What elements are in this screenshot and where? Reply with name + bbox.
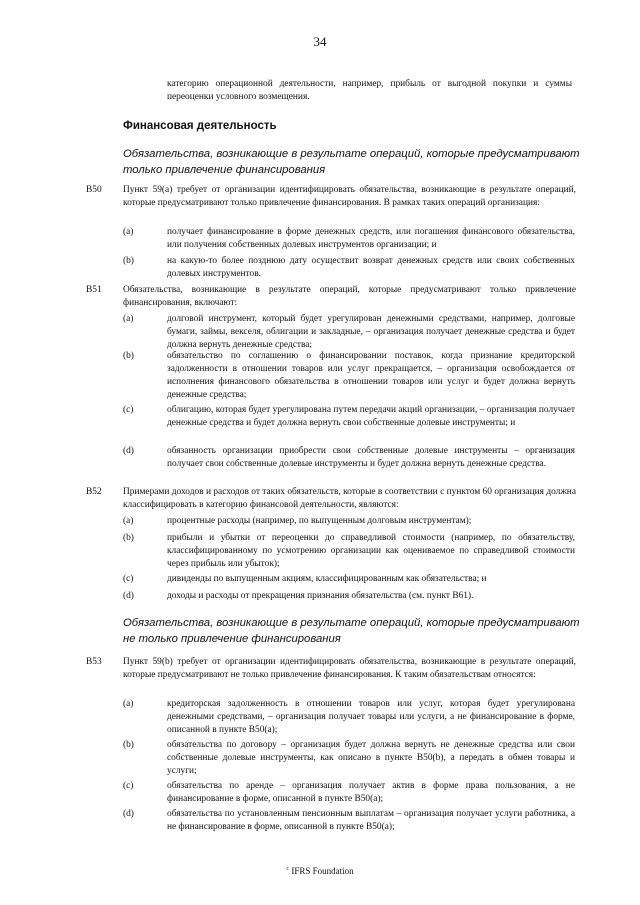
item-text: обязанность организации приобрести свои собственные долевые инструменты – организация получает свои собственные долевые инструменты и будет должна вернуть денежные средства. <box>167 446 575 469</box>
list-item <box>123 590 575 603</box>
item-text: обязательства по договору – организация будет должна вернуть не денежные средства или свои собственные долевые инструменты, как описано в пункте B50(b), а передать в обмен товары и услуги; <box>167 740 575 776</box>
list-item <box>123 350 575 402</box>
item-label: (a) <box>123 227 134 237</box>
list-item <box>123 573 575 586</box>
list-item <box>123 404 575 430</box>
list-item <box>123 255 575 281</box>
item-label: (c) <box>123 781 134 791</box>
paragraph-text: Пункт 59(b) требует от организации идентифицировать обязательства, возникающие в результате операций, которые предусматривают не только привлечение финансирования. К таким обязательствам относятся: <box>123 657 576 680</box>
paragraph-b50 <box>86 184 576 210</box>
item-text: обязательство по соглашению о финансировании поставок, когда признание кредиторской задолженности в отношении товаров или услуг прекращается, – организация освобождается от исполнения финансового обязательства в отношении товаров или услуг и будет должна вернуть денежные средства; <box>167 351 575 400</box>
paragraph-text: Обязательства, возникающие в результате операций, которые предусматривают только привлечение финансирования, включают: <box>123 285 576 308</box>
list-item <box>123 808 575 834</box>
page-number: 34 <box>313 34 327 49</box>
item-text: доходы и расходы от прекращения признания обязательства (см. пункт B61). <box>167 591 474 601</box>
section-title: Финансовая деятельность <box>123 120 277 132</box>
item-label: (a) <box>123 516 134 526</box>
list-item <box>123 532 575 571</box>
item-text: облигацию, которая будет урегулирована путем передачи акций организации, – организация получает денежные средства и будет должна вернуть свои собственные долевые инструменты; и <box>167 405 575 428</box>
continuation-text: категорию операционной деятельности, например, прибыль от выгодной покупки и суммы переоценки условного возмещения. <box>167 79 572 102</box>
item-label: (d) <box>123 591 134 601</box>
paragraph-text: Пункт 59(a) требует от организации идентифицировать обязательства, возникающие в результате операций, которые предусматривают только привлечение финансирования. В рамках таких операций организация: <box>123 185 576 208</box>
item-text: дивиденды по выпущенным акциям, классифицированным как обязательства; и <box>167 574 487 584</box>
item-label: (b) <box>123 256 134 266</box>
paragraph-b53 <box>86 656 576 682</box>
item-text: долговой инструмент, который будет урегулирован денежными средствами, например, долговые бумаги, займы, векселя, облигации и закладные, – организация получает денежные средства и будет должна вернуть денежные средства; <box>167 314 575 350</box>
item-text: обязательства по установленным пенсионным выплатам – организация получает услуги работника, а не финансирование в форме, описанной в пункте B50(a); <box>167 809 575 832</box>
item-label: (d) <box>123 446 134 456</box>
item-text: кредиторская задолженность в отношении товаров или услуг, которая будет урегулирована денежными средствами, – организация получает товары или услуги, а не финансирование в форме, описанной в пункте B50(a); <box>167 699 575 735</box>
list-item <box>123 780 575 806</box>
paragraph-id: B50 <box>86 185 102 195</box>
item-label: (a) <box>123 314 134 324</box>
item-label: (d) <box>123 809 134 819</box>
subsection-title-1: Обязательства, возникающие в результате операций, которые предусматривают только привлечение финансирования <box>123 148 580 176</box>
item-label: (b) <box>123 351 134 361</box>
footer <box>0 866 640 876</box>
paragraph-text: Примерами доходов и расходов от таких обязательств, которые в соответствии с пунктом 60 организация должна классифицировать в категорию финансовой деятельности, являются: <box>123 487 576 510</box>
item-text: процентные расходы (например, по выпущенным долговым инструментам); <box>167 516 472 526</box>
footer-text: IFRS Foundation <box>291 866 354 876</box>
subsection-title-2: Обязательства, возникающие в результате операций, которые предусматривают не только привлечение финансирования <box>123 617 580 645</box>
paragraph-b51 <box>86 284 576 310</box>
item-label: (b) <box>123 533 134 543</box>
item-label: (a) <box>123 699 134 709</box>
item-label: (c) <box>123 574 134 584</box>
list-item <box>123 226 575 252</box>
item-label: (b) <box>123 740 134 750</box>
item-label: (c) <box>123 405 134 415</box>
paragraph-b52 <box>86 486 576 512</box>
paragraph-id: B52 <box>86 487 102 497</box>
item-text: обязательства по аренде – организация получает актив в форме права пользования, а не финансирование в форме, описанной в пункте B50(a); <box>167 781 575 804</box>
list-item <box>123 445 575 471</box>
list-item <box>123 313 575 352</box>
copyright-mark: c <box>286 866 290 872</box>
item-text: получает финансирование в форме денежных средств, или погашения финансового обязательства, или получения собственных долевых инструментов организации; и <box>167 227 575 250</box>
paragraph-id: B51 <box>86 285 102 295</box>
item-text: на какую-то более позднюю дату осуществит возврат денежных средств или своих собственных долевых инструментов. <box>167 256 575 279</box>
list-item <box>123 739 575 778</box>
item-text: прибыли и убытки от переоценки до справедливой стоимости (например, по обязательству, классифицированному по усмотрению организации как оцениваемое по справедливой стоимости через прибыль или убыток); <box>167 533 575 569</box>
list-item <box>123 515 575 528</box>
paragraph-id: B53 <box>86 657 102 667</box>
list-item <box>123 698 575 737</box>
